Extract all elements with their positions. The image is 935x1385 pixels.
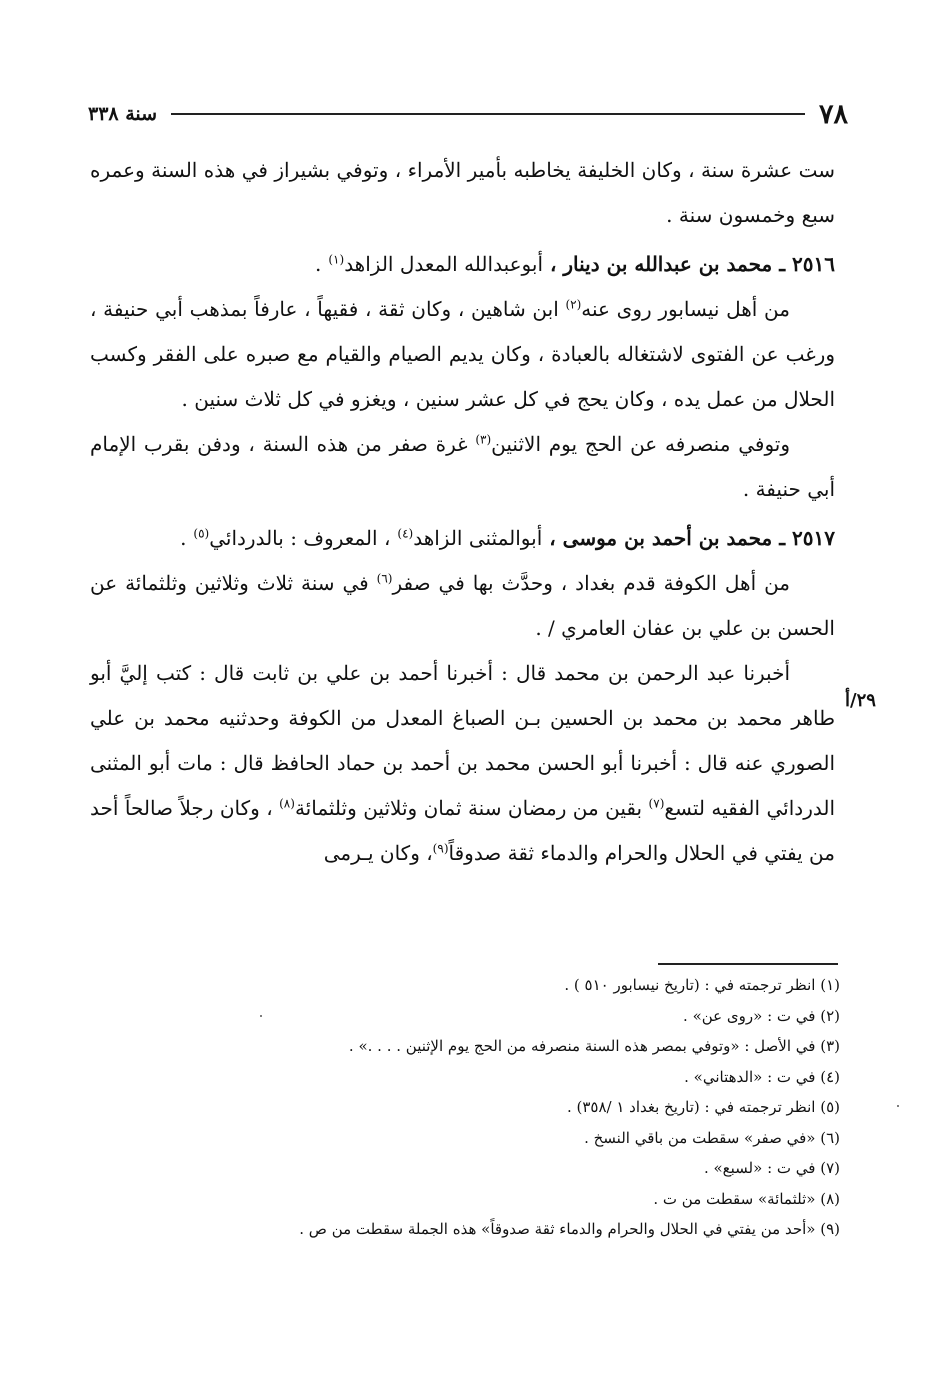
paragraph-4 <box>90 561 835 651</box>
entry-end: . <box>180 526 187 550</box>
entry-number: ٢٥١٦ ـ <box>779 252 835 276</box>
entry-kunya: أبوالمثنى الزاهد <box>413 526 543 550</box>
entry-number: ٢٥١٧ ـ <box>779 526 835 550</box>
scan-speck <box>897 1105 899 1107</box>
footnote-ref: (٧) <box>648 796 665 811</box>
page-header <box>88 94 848 134</box>
scan-speck <box>260 1015 262 1017</box>
footnote-3: (٣) في الأصل : «وتوفي بمصر هذه السنة منصرفه من الحج يوم الإثنين . . . .» . <box>348 1037 840 1055</box>
text-run: وتوفي منصرفه عن الحج يوم الاثنين <box>491 432 790 456</box>
footnotes <box>190 970 840 1245</box>
text-run: بقين من رمضان سنة ثمان وثلاثين وثلثمائة <box>294 796 649 820</box>
footnote-separator <box>658 963 838 965</box>
entry-known-as: ، المعروف : بالدردائي <box>209 526 391 550</box>
biography-heading-2517 <box>90 516 835 561</box>
main-text <box>90 148 835 876</box>
paragraph-1: ست عشرة سنة ، وكان الخليفة يخاطبه بأمير الأمراء ، وتوفي بشيراز في هذه السنة وعمره سبع وخمسون سنة . <box>90 158 835 227</box>
footnote-1: (١) انظر ترجمته في : (تاريخ نيسابور ٥١٠ ) . <box>564 976 840 994</box>
running-head-year: سنة ٣٣٨ <box>88 103 158 125</box>
footnote-ref: (٣) <box>475 432 492 447</box>
paragraph-2 <box>90 287 835 422</box>
text-run: ابن شاهين ، وكان ثقة ، فقيهاً ، عارفاً بمذهب أبي حنيفة ، ورغب عن الفتوى لاشتغاله بالعبادة ، وكان يديم الصيام والقيام مع صبره على الفقر وكسب الحلال من عمل يده ، وكان يحج في كل عشر سنين ، ويغزو في كل ثلاث سنين . <box>90 297 835 411</box>
entry-end: . <box>315 252 322 276</box>
text-run: أخبرنا عبد الرحمن بن محمد قال : أخبرنا أحمد بن علي بن ثابت قال : كتب إليَّ أبو طاهر محمد بن محمد بن الحسين بـن الصباغ المعدل من الكوفة وحدثنيه محمد بن علي الصوري عنه قال : أخبرنا أبو الحسن محمد بن أحمد بن حماد الحافظ قال : مات أبو المثنى الدردائي الفقيه لتسع <box>90 661 835 820</box>
footnote-4: (٤) في ت : «الدهتاني» . <box>684 1067 840 1086</box>
text-run: ، وكان يـرمى <box>323 841 433 865</box>
footnote-2: (٢) في ت : «روى عن» . <box>683 1006 840 1025</box>
footnote-ref: (٩) <box>432 841 449 856</box>
footnote-ref: (٥) <box>193 526 210 541</box>
margin-folio-reference: ٢٩/أ <box>845 690 876 711</box>
footnote-ref: (٤) <box>397 526 414 541</box>
biography-heading-2516 <box>90 242 835 287</box>
footnote-ref: (١) <box>328 252 345 267</box>
footnote-5: (٥) انظر ترجمته في : (تاريخ بغداد ١ /٣٥٨) . <box>566 1098 840 1116</box>
footnote-ref: (٦) <box>376 571 393 586</box>
paragraph-5 <box>90 651 835 876</box>
footnote-9: (٩) «أحد من يفتي في الحلال والحرام والدماء ثقة صدوقاً» هذه الجملة سقطت من ص . <box>299 1220 840 1238</box>
text-run: ، وكان رجلاً صالحاً أحد من يفتي في الحلال والحرام والدماء ثقة صدوقاً <box>90 796 835 865</box>
footnote-7: (٧) في ت : «لسبع» . <box>703 1159 840 1177</box>
text-run: من أهل الكوفة قدم بغداد ، وحدَّث بها في صفر <box>392 571 791 595</box>
footnote-ref: (٨) <box>279 796 295 811</box>
footnote-6: (٦) «في صفر» سقطت من باقي النسخ . <box>584 1128 840 1147</box>
text-run: من أهل نيسابور روى عنه <box>581 297 790 321</box>
entry-name: محمد بن عبدالله بن دينار ، <box>549 252 773 276</box>
entry-kunya: أبوعبدالله المعدل الزاهد <box>344 252 543 276</box>
paragraph-3 <box>90 422 835 512</box>
text-run: غرة صفر من هذه السنة ، ودفن بقرب الإمام أبي حنيفة . <box>90 432 835 501</box>
footnote-8: (٨) «ثلثمائة» سقطت من ت . <box>653 1189 840 1208</box>
page-number: ٧٨ <box>818 98 848 130</box>
header-rule <box>171 113 805 115</box>
footnote-ref: (٢) <box>565 297 582 312</box>
text-run: في سنة ثلاث وثلاثين وثلثمائة عن الحسن بن علي بن عفان العامري / . <box>90 571 835 640</box>
entry-name: محمد بن أحمد بن موسى ، <box>549 526 773 550</box>
